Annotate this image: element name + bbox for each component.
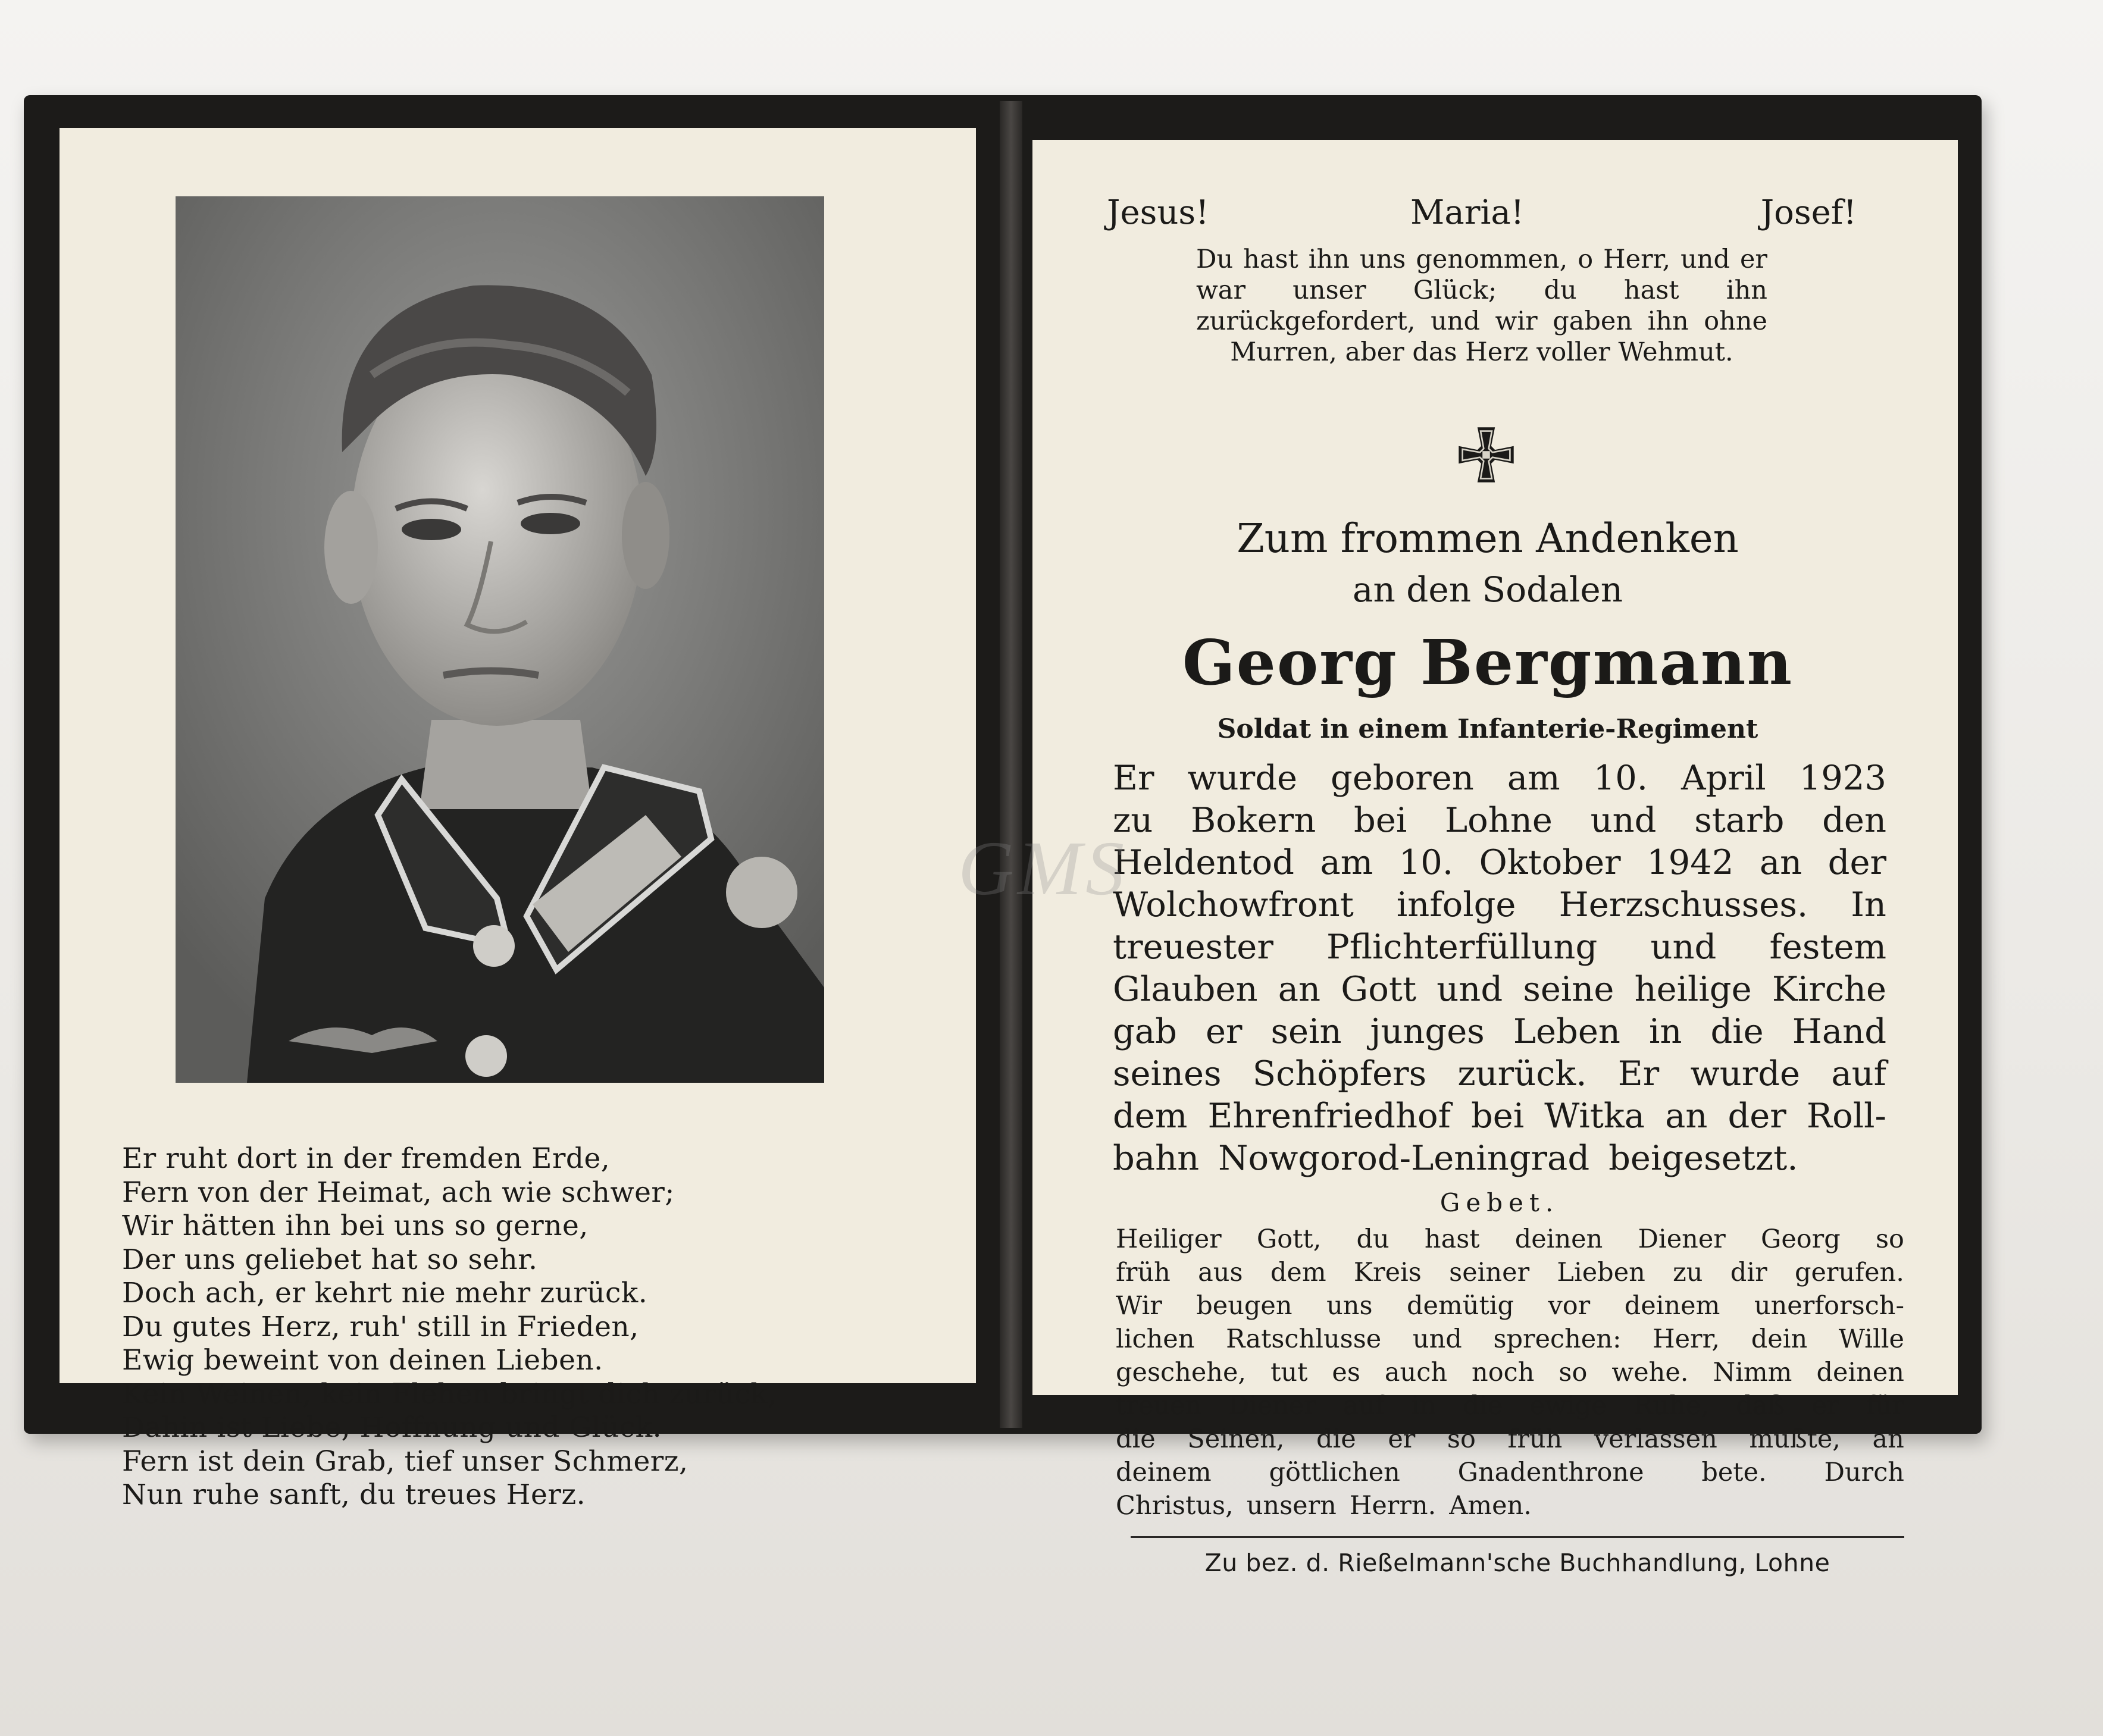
prayer-line: Heiliger Gott, du hast deinen Diener Georg so — [1116, 1224, 1904, 1254]
poem — [122, 1142, 931, 1512]
rank: Soldat in einem Infanterie-Regiment — [1217, 714, 1758, 744]
prayer-line: die Seinen, die er so früh verlassen mußte, an — [1116, 1424, 1904, 1454]
invocation-maria: Maria! — [1410, 193, 1525, 232]
prayer-line: deinem göttlichen Gnadenthrone bete. Durch — [1116, 1458, 1904, 1487]
poem-line: Doch ach, er kehrt nie mehr zurück. — [122, 1277, 648, 1309]
bio-line: Glauben an Gott und seine heilige Kirche — [1113, 969, 1886, 1009]
prayer-line: lichen Ratschlusse und sprechen: Herr, dein Wille — [1116, 1324, 1904, 1354]
memorial-line-1: Zum frommen Andenken — [1237, 515, 1739, 562]
card-fold — [1000, 101, 1022, 1428]
poem-line: Er ruht dort in der fremden Erde, — [122, 1142, 611, 1175]
bio-line: dem Ehrenfriedhof bei Witka an der Roll- — [1113, 1096, 1886, 1136]
poem-line: Nun ruhe sanft, du treues Herz. — [122, 1478, 586, 1511]
prayer-heading: Gebet. — [1439, 1188, 1560, 1217]
memorial-line-2: an den Sodalen — [1352, 569, 1623, 610]
iron-cross-icon — [1455, 424, 1517, 486]
poem-line: Fern ist dein Grab, tief unser Schmerz, — [122, 1444, 689, 1478]
divider — [1131, 1536, 1904, 1538]
poem-line: Dahin ist Liebe, Hoffnung und Glück. — [122, 1411, 662, 1444]
poem-line: Kein Weinen, kein Flehen bringt dich zurück, — [122, 1377, 777, 1411]
deceased-name: Georg Bergmann — [1182, 626, 1794, 699]
portrait-photo — [176, 196, 824, 1083]
bio-line: seines Schöpfers zurück. Er wurde auf — [1113, 1054, 1886, 1093]
poem-line: Fern von der Heimat, ach wie schwer; — [122, 1176, 675, 1209]
watermark: GMS — [958, 826, 1128, 911]
biography — [1113, 757, 1886, 1179]
poem-line: Ewig beweint von deinen Lieben. — [122, 1344, 603, 1377]
verse: Du hast ihn uns genommen, o Herr, und er war unser Glück; du hast ihn zurückgefordert, und wir gaben ihn ohne Murren, aber das Herz voller Wehmut. — [1196, 245, 1767, 367]
bio-line: Heldentod am 10. Oktober 1942 an der — [1113, 842, 1886, 882]
memorial-heading — [1113, 512, 1863, 614]
prayer-line: Wir beugen uns demütig vor deinem unerforsch- — [1116, 1291, 1904, 1321]
poem-line: Wir hätten ihn bei uns so gerne, — [122, 1209, 589, 1242]
bio-line: bahn Nowgorod-Leningrad beigesetzt. — [1113, 1138, 1798, 1178]
prayer-line: früh aus dem Kreis seiner Lieben zu dir gerufen. — [1116, 1258, 1904, 1287]
invocation — [1107, 193, 1857, 235]
invocation-josef: Josef! — [1760, 193, 1857, 232]
bio-line: Wolchowfront infolge Herzschusses. In — [1113, 885, 1886, 925]
bio-line: gab er sein junges Leben in die Hand — [1113, 1011, 1886, 1051]
prayer — [1116, 1223, 1904, 1522]
prayer-line: geschehe, tut es auch noch so wehe. Nimm deinen — [1116, 1358, 1904, 1387]
prayer-line: Christus, unsern Herrn. Amen. — [1116, 1491, 1532, 1521]
bio-line: Er wurde geboren am 10. April 1923 — [1113, 758, 1886, 798]
prayer-line: treuen Diener auf in die ewige Ruhe, daß er für — [1116, 1391, 1904, 1421]
bio-line: zu Bokern bei Lohne und starb den — [1113, 800, 1886, 840]
poem-line: Du gutes Herz, ruh' still in Frieden, — [122, 1310, 639, 1343]
bio-line: treuester Pflichterfüllung und festem — [1113, 927, 1886, 967]
invocation-jesus: Jesus! — [1107, 193, 1209, 232]
publisher-imprint: Zu bez. d. Rießelmann'sche Buchhandlung, Lohne — [1204, 1549, 1830, 1577]
poem-line: Der uns geliebet hat so sehr. — [122, 1243, 538, 1276]
